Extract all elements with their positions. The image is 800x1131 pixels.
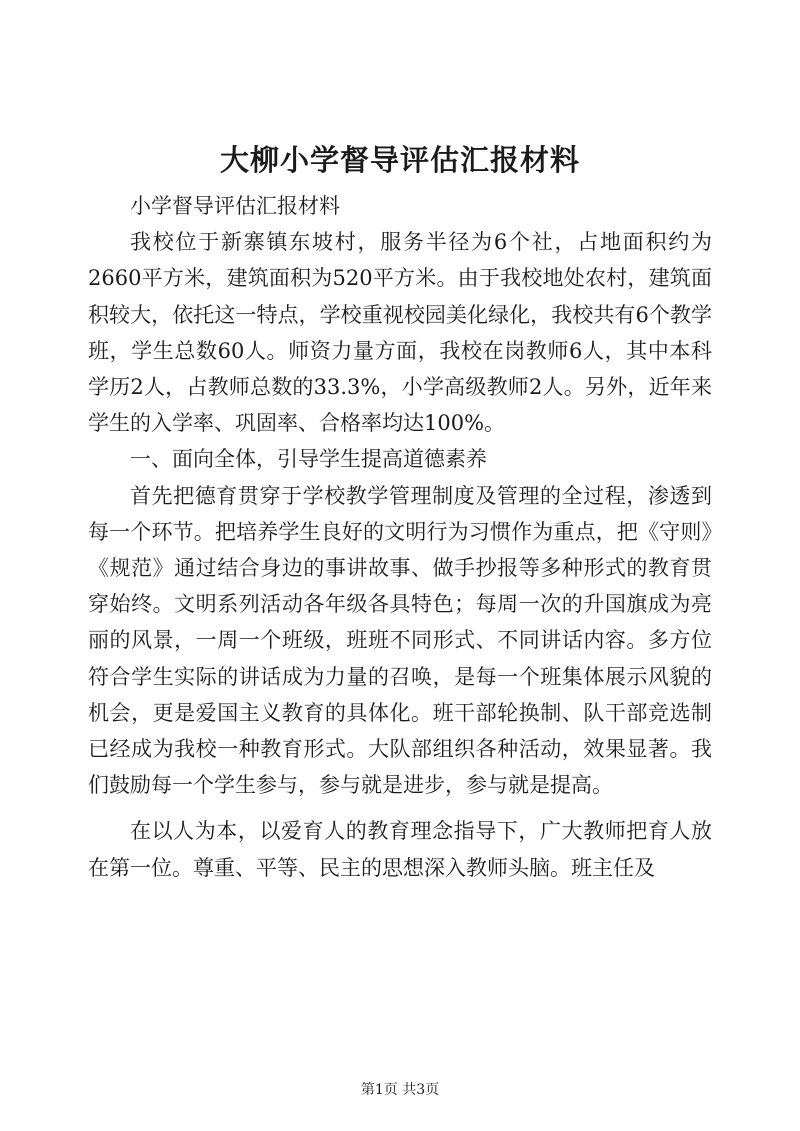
teacher-philosophy-paragraph: 在以人为本，以爱育人的教育理念指导下，广大教师把育人放在第一位。尊重、平等、民主的思想深入教师头脑。班主任及 (88, 819, 712, 880)
section-heading-1: 一、面向全体，引导学生提高道德素养 (130, 447, 487, 472)
document-body (88, 188, 712, 886)
document-title: 大柳小学督导评估汇报材料 (219, 143, 580, 177)
school-overview-paragraph: 我校位于新寨镇东坡村，服务半径为6个社，占地面积约为2660平方米，建筑面积为520平方米。由于我校地处农村，建筑面积较大，依托这一特点，学校重视校园美化绿化，我校共有6个教学班，学生总数60人。师资力量方面，我校在岗教师6人，其中本科学历2人，占教师总数的33.3%，小学高级教师2人。另外，近年来学生的入学率、巩固率、合格率均达100%。 (88, 230, 712, 436)
moral-education-paragraph: 首先把德育贯穿于学校教学管理制度及管理的全过程，渗透到每一个环节。把培养学生良好的文明行为习惯作为重点，把《守则》《规范》通过结合身边的事讲故事、做手抄报等多种形式的教育贯穿始终。文明系列活动各年级各具特色；每周一次的升国旗成为亮丽的风景，一周一个班级，班班不同形式、不同讲话内容。多方位符合学生实际的讲话成为力量的召唤，是每一个班集体展示风貌的机会，更是爱国主义教育的具体化。班干部轮换制、队干部竞选制已经成为我校一种教育形式。大队部组织各种活动，效果显著。我们鼓励每一个学生参与，参与就是进步，参与就是提高。 (88, 483, 712, 798)
page-footer: 第1页 共3页 (360, 1082, 440, 1098)
subtitle-paragraph: 小学督导评估汇报材料 (130, 194, 340, 218)
